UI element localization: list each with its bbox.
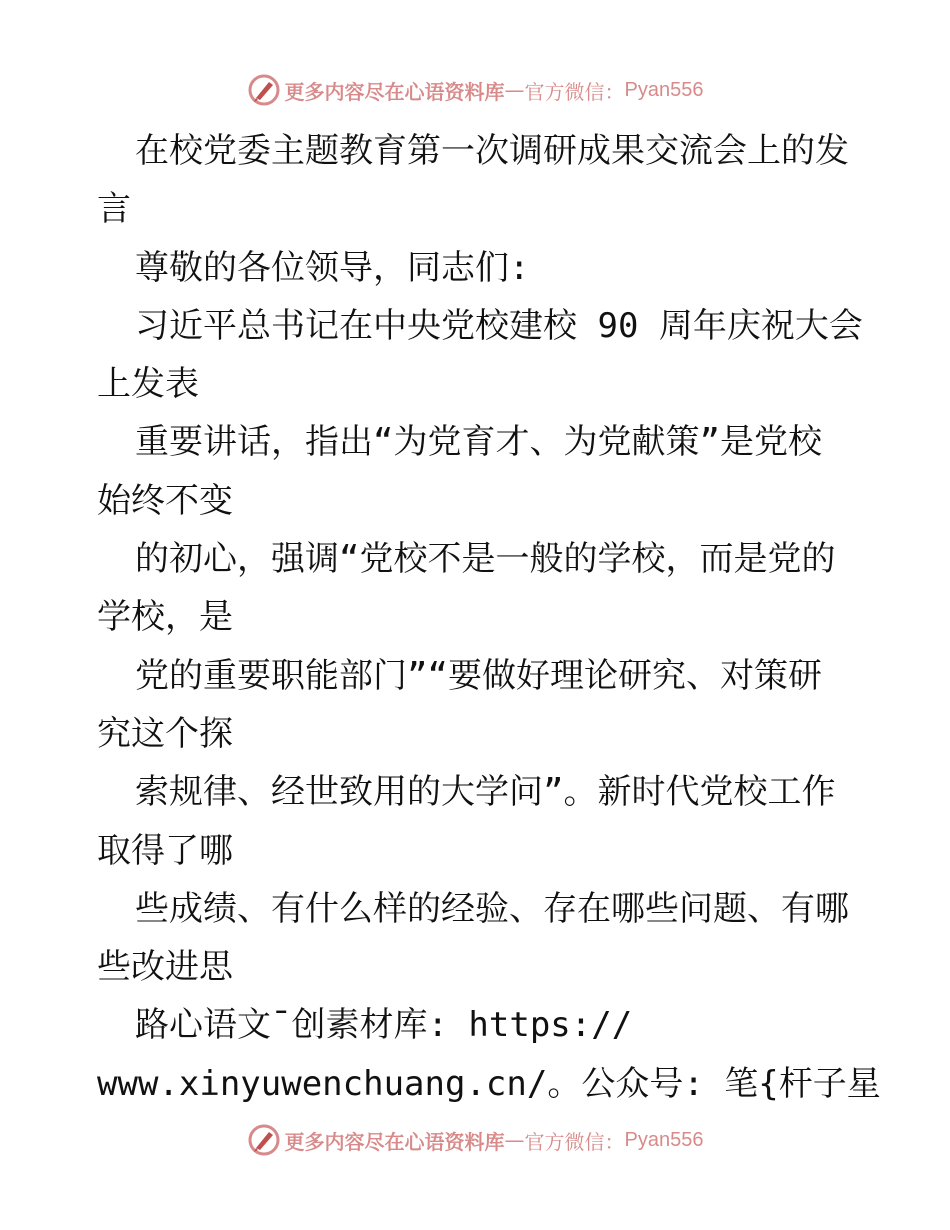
watermark-wechat-id: Pyan556 bbox=[624, 78, 704, 101]
salutation: 尊敬的各位领导，同志们: bbox=[135, 247, 530, 288]
text-line: 党的重要职能部门”“要做好理论研究、对策研 bbox=[135, 655, 822, 696]
watermark-wechat-label: 官方微信： bbox=[524, 1129, 625, 1154]
watermark-dash: — bbox=[504, 78, 525, 102]
watermark-dash: — bbox=[504, 1128, 525, 1152]
title-line-1: 在校党委主题教育第一次调研成果交流会上的发 bbox=[135, 131, 849, 171]
text-line: 索规律、经世致用的大学问”。新时代党校工作 bbox=[135, 772, 836, 813]
title-line-2: 言 bbox=[97, 189, 131, 230]
text-line: 学校，是 bbox=[97, 597, 233, 638]
document-body bbox=[97, 122, 881, 1113]
watermark-main-text: 更多内容尽在心语资料库 bbox=[284, 1129, 505, 1154]
text-line: 些改进思 bbox=[97, 947, 233, 988]
quill-pen-logo-icon bbox=[247, 73, 281, 107]
text-line: 究这个探 bbox=[97, 713, 233, 754]
text-line: 些成绩、有什么样的经验、存在哪些问题、有哪 bbox=[135, 888, 849, 929]
watermark-wechat-id: Pyan556 bbox=[624, 1128, 704, 1151]
footer-watermark bbox=[0, 1120, 950, 1160]
source-url-line: www.xinyuwenchuang.cn/。公众号: 笔{杆子星 bbox=[97, 1063, 881, 1104]
watermark-wechat-label: 官方微信： bbox=[524, 79, 625, 104]
text-line: 始终不变 bbox=[97, 480, 233, 521]
source-line: 路心语文¯创素材库: https:// bbox=[135, 1005, 633, 1046]
quill-pen-logo-icon bbox=[247, 1123, 281, 1157]
watermark-main-text: 更多内容尽在心语资料库 bbox=[284, 79, 505, 104]
text-line: 习近平总书记在中央党校建校 90 周年庆祝大会 bbox=[135, 305, 863, 346]
header-watermark bbox=[0, 70, 950, 110]
text-line: 取得了哪 bbox=[97, 830, 233, 871]
text-line: 的初心，强调“党校不是一般的学校，而是党的 bbox=[135, 539, 836, 580]
text-line: 重要讲话，指出“为党育才、为党献策”是党校 bbox=[135, 422, 822, 463]
text-line: 上发表 bbox=[97, 364, 199, 405]
